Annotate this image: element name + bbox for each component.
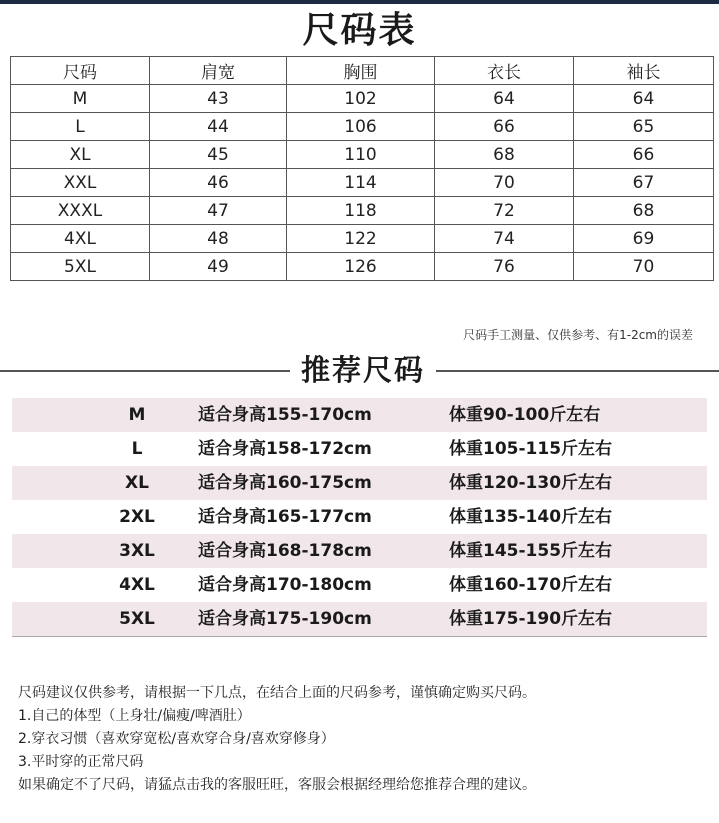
- cell-sleeve: 69: [574, 225, 714, 253]
- cell-size: M: [11, 85, 150, 113]
- cell-length: 74: [435, 225, 574, 253]
- advice-line: 如果确定不了尺码，请猛点击我的客服旺旺，客服会根据经理给您推荐合理的建议。: [18, 777, 536, 793]
- rec-weight: 体重105-115斤左右: [449, 439, 613, 459]
- cell-sleeve: 68: [574, 197, 714, 225]
- table-row: [11, 141, 714, 169]
- rec-size: 2XL: [119, 507, 155, 527]
- rec-weight: 体重175-190斤左右: [449, 609, 613, 629]
- list-item: [12, 602, 707, 636]
- header-size: 尺码: [11, 57, 150, 85]
- rec-size: 3XL: [119, 541, 155, 561]
- top-border-strip: [0, 0, 719, 4]
- cell-shoulder: 47: [150, 197, 287, 225]
- rec-size: XL: [125, 473, 149, 493]
- rec-size: M: [128, 405, 146, 425]
- rec-weight: 体重160-170斤左右: [449, 575, 613, 595]
- measurement-note: 尺码手工测量、仅供参考、有1-2cm的误差: [463, 328, 693, 342]
- cell-sleeve: 65: [574, 113, 714, 141]
- rec-height: 适合身高175-190cm: [198, 609, 372, 629]
- list-item: [12, 466, 707, 500]
- cell-shoulder: 45: [150, 141, 287, 169]
- rec-weight: 体重120-130斤左右: [449, 473, 613, 493]
- header-length: 衣长: [435, 57, 574, 85]
- rec-weight: 体重135-140斤左右: [449, 507, 613, 527]
- table-row: [11, 197, 714, 225]
- cell-shoulder: 43: [150, 85, 287, 113]
- table-row: [11, 225, 714, 253]
- cell-size: 4XL: [11, 225, 150, 253]
- header-shoulder: 肩宽: [150, 57, 287, 85]
- cell-chest: 118: [287, 197, 435, 225]
- cell-chest: 102: [287, 85, 435, 113]
- table-row: [11, 113, 714, 141]
- recommend-heading: [0, 348, 719, 392]
- list-item: [12, 432, 707, 466]
- cell-sleeve: 64: [574, 85, 714, 113]
- rec-height: 适合身高170-180cm: [198, 575, 372, 595]
- cell-length: 76: [435, 253, 574, 281]
- rec-weight: 体重90-100斤左右: [449, 405, 601, 425]
- cell-shoulder: 44: [150, 113, 287, 141]
- advice-line: 2.穿衣习惯（喜欢穿宽松/喜欢穿合身/喜欢穿修身）: [18, 731, 335, 747]
- cell-shoulder: 46: [150, 169, 287, 197]
- cell-length: 66: [435, 113, 574, 141]
- cell-shoulder: 49: [150, 253, 287, 281]
- cell-sleeve: 66: [574, 141, 714, 169]
- table-row: [11, 253, 714, 281]
- cell-size: XXL: [11, 169, 150, 197]
- list-item: [12, 568, 707, 602]
- cell-length: 70: [435, 169, 574, 197]
- rec-size: 4XL: [119, 575, 155, 595]
- cell-chest: 114: [287, 169, 435, 197]
- cell-length: 72: [435, 197, 574, 225]
- list-item: [12, 398, 707, 432]
- advice-line: 3.平时穿的正常尺码: [18, 754, 144, 770]
- rec-height: 适合身高168-178cm: [198, 541, 372, 561]
- cell-sleeve: 67: [574, 169, 714, 197]
- cell-length: 68: [435, 141, 574, 169]
- cell-size: XXXL: [11, 197, 150, 225]
- cell-size: XL: [11, 141, 150, 169]
- size-table-header-row: [11, 57, 714, 85]
- recommend-list: [12, 398, 707, 636]
- cell-shoulder: 48: [150, 225, 287, 253]
- list-item: [12, 534, 707, 568]
- rec-height: 适合身高165-177cm: [198, 507, 372, 527]
- cell-chest: 106: [287, 113, 435, 141]
- recommend-title: 推荐尺码: [300, 353, 425, 387]
- header-chest: 胸围: [287, 57, 435, 85]
- rec-height: 适合身高158-172cm: [198, 439, 372, 459]
- cell-chest: 110: [287, 141, 435, 169]
- advice-line: 1.自己的体型（上身壮/偏瘦/啤酒肚）: [18, 708, 251, 724]
- cell-size: L: [11, 113, 150, 141]
- table-row: [11, 169, 714, 197]
- size-table: [10, 56, 714, 281]
- cell-chest: 126: [287, 253, 435, 281]
- rec-height: 适合身高160-175cm: [198, 473, 372, 493]
- heading-divider-right: [436, 370, 719, 372]
- rec-size: L: [131, 439, 143, 459]
- heading-divider-left: [0, 370, 290, 372]
- table-row: [11, 85, 714, 113]
- rec-weight: 体重145-155斤左右: [449, 541, 613, 561]
- cell-length: 64: [435, 85, 574, 113]
- cell-size: 5XL: [11, 253, 150, 281]
- size-chart-title: 尺码表: [302, 10, 417, 51]
- size-advice: [18, 682, 708, 797]
- rec-size: 5XL: [119, 609, 155, 629]
- recommend-divider: [12, 636, 707, 637]
- cell-sleeve: 70: [574, 253, 714, 281]
- cell-chest: 122: [287, 225, 435, 253]
- header-sleeve: 袖长: [574, 57, 714, 85]
- rec-height: 适合身高155-170cm: [198, 405, 372, 425]
- advice-line: 尺码建议仅供参考，请根据一下几点，在结合上面的尺码参考，谨慎确定购买尺码。: [18, 685, 536, 701]
- list-item: [12, 500, 707, 534]
